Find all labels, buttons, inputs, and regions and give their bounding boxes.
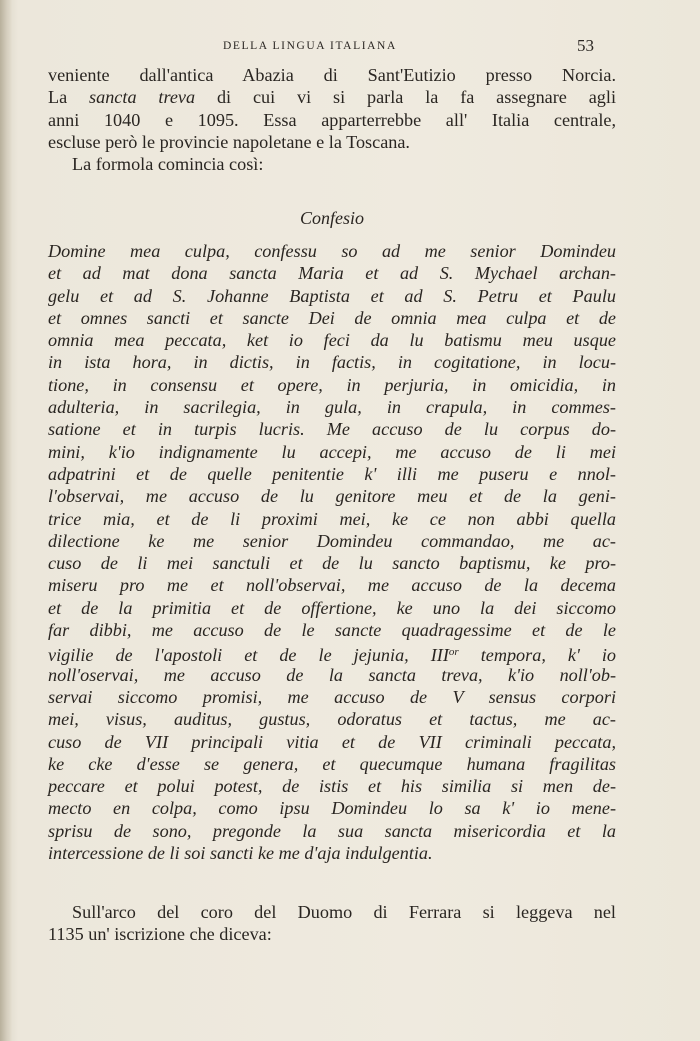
verse-line [48,708,616,730]
verse-text: adulteria, in sacrilegia, in gula, in crapula, in commes- [48,397,616,418]
text-run: anni 1040 e 1095. Essa apparterrebbe all' Italia centrale, [48,109,616,130]
verse-line [48,351,616,373]
verse-text: omnia mea peccata, ket io feci da lu batismu meu usque [48,330,616,351]
verse-line [48,797,616,819]
running-head: DELLA LINGUA ITALIANA [223,40,397,52]
verse-line [48,574,616,596]
verse-line [48,842,616,864]
verse-line [48,485,616,507]
confession-text [48,240,616,864]
verse-line [48,552,616,574]
verse-text: intercessione de li soi sancti ke me d'aja indulgentia. [48,843,433,864]
verse-text: mecto en colpa, como ipsu Domindeu lo sa k' io mene- [48,798,616,819]
verse-line [48,374,616,396]
text-run: La [48,87,90,108]
verse-text: satione et in turpis lucris. Me accuso de lu corpus do- [48,419,616,440]
verse-text: adpatrini et de quelle penitentie k' illi me puseru e nnol- [48,463,616,484]
verse-line [48,240,616,262]
verse-line [48,285,616,307]
verse-text: et omnes sancti et sancte Dei de omnia mea culpa et de [48,307,616,328]
verse-text: et ad mat dona sancta Maria et ad S. Mychael archan- [48,263,616,284]
verse-text: vigilie de l'apostoli et de le jejunia, III [48,645,449,666]
verse-text: trice mia, et de li proximi mei, ke ce non abbi quella [48,508,616,529]
closing-paragraph [48,901,616,946]
text-line: 1135 un' iscrizione che diceva: [48,924,272,945]
verse-text: tione, in consensu et opere, in perjuria, in omicidia, in [48,374,616,395]
verse-text: noll'oservai, me accuso de la sancta treva, k'io noll'ob- [48,664,616,685]
verse-line [48,463,616,485]
verse-line [48,418,616,440]
verse-line [48,329,616,351]
text-line [48,131,616,153]
verse-line [48,508,616,530]
verse-line [48,307,616,329]
verse-text: ke cke d'esse se genera, et quecumque humana fragilitas [48,753,616,774]
verse-line [48,686,616,708]
verse-text: miseru pro me et noll'observai, me accuso de la decema [48,575,616,596]
verse-line [48,820,616,842]
text-run: veniente dall'antica Abazia di Sant'Eutizio presso Norcia. [48,65,616,85]
page-spine-shadow [0,0,12,1041]
verse-line [48,731,616,753]
text-run: La formola comincia così: [72,154,264,175]
superscript: or [448,646,459,659]
page-number: 53 [577,36,594,55]
verse-line [48,262,616,284]
text-line [48,153,616,175]
verse-text: cuso de VII principali vitia et de VII criminali peccata, [48,731,616,752]
text-run: escluse però le provincie napoletane e la Toscana. [48,131,410,152]
verse-text: peccare et polui potest, de istis et his similia si men de- [48,776,616,797]
text-line [48,64,616,86]
verse-text: mini, k'io indignamente lu accepi, me accuso de li mei [48,441,616,462]
text-line [48,86,616,108]
verse-line [48,753,616,775]
intro-paragraph [48,64,616,175]
verse-line [48,530,616,552]
verse-line [48,597,616,619]
verse-text: l'observai, me accuso de lu genitore meu et de la geni- [48,486,616,507]
verse-text: sprisu de sono, pregonde la sua sancta misericordia et la [48,820,616,841]
verse-line [48,775,616,797]
page-header [48,36,618,58]
verse-line [48,619,616,641]
verse-text: servai siccomo promisi, me accuso de V sensus corpori [48,686,616,707]
verse-text: gelu et ad S. Johanne Baptista et ad S. Petru et Paulu [48,285,616,306]
verse-line [48,441,616,463]
verse-text: tempora, k' io [458,645,616,666]
verse-text: dilectione ke me senior Domindeu commandao, me ac- [48,530,616,551]
verse-line [48,396,616,418]
section-title: Confesio [299,208,364,228]
verse-text: cuso de li mei sanctuli et de lu sancto baptismu, ke pro- [48,553,616,574]
text-line: Sull'arco del coro del Duomo di Ferrara si leggeva nel [72,902,616,922]
verse-text: in ista hora, in dictis, in factis, in cogitatione, in locu- [48,352,616,373]
verse-text: mei, visus, auditus, gustus, odoratus et tactus, me ac- [48,709,616,730]
verse-text: far dibbi, me accuso de le sancte quadragessime et de le [48,620,616,641]
italic-phrase: sancta treva [89,87,196,108]
verse-text: et de la primitia et de offertione, ke uno la dei siccomo [48,597,616,618]
text-line [48,109,616,131]
verse-text: Domine mea culpa, confessu so ad me senior Domindeu [48,241,616,261]
verse-line [48,664,616,686]
verse-line [48,641,616,666]
text-run: di cui vi si parla la fa assegnare agli [195,87,616,108]
